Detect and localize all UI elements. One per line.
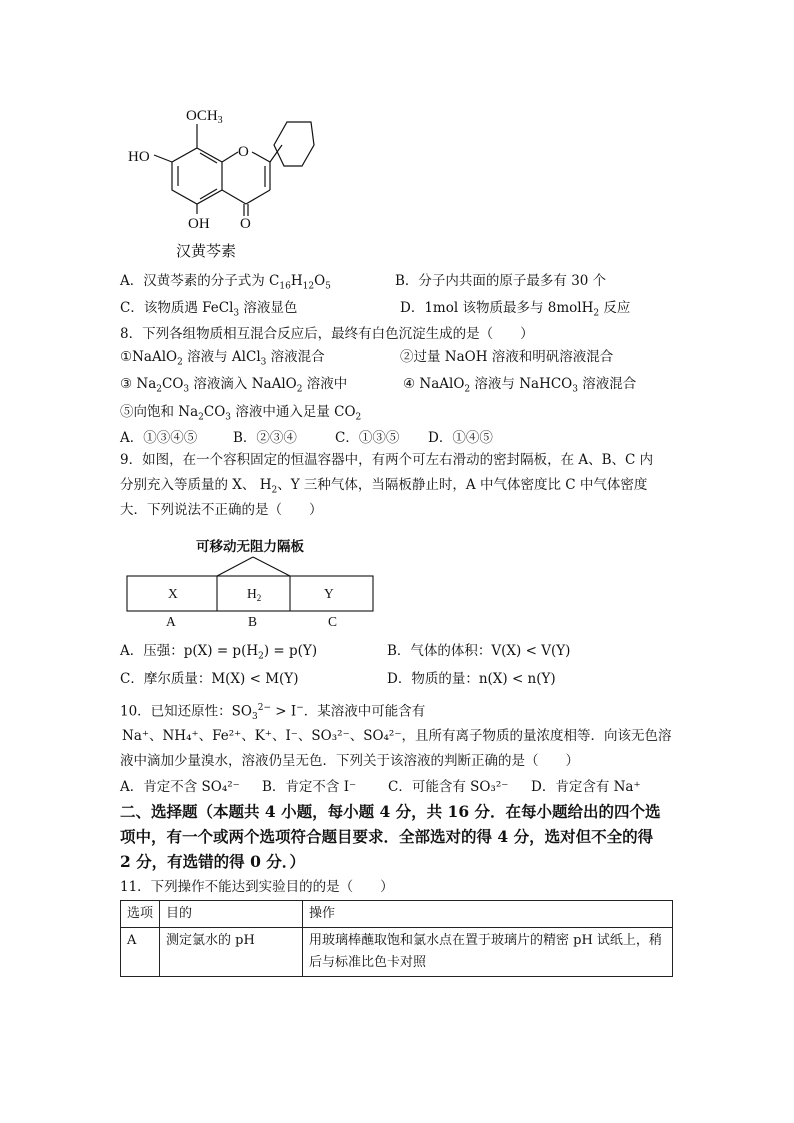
q8-choice-b: B．②③④ — [233, 430, 297, 446]
och3-label: $OCH_3$ — [186, 108, 223, 126]
q9-stem-line-3: 大．下列说法不正确的是（ ） — [120, 502, 323, 518]
container-diagram — [126, 538, 376, 633]
cell-y-label: Y — [324, 586, 334, 601]
q8-item-4: ④ NaAlO$_2$ 溶液与 NaHCO$_3$ 溶液混合 — [403, 376, 637, 395]
q9-stem-line-2: 分别充入等质量的 X、 $H_2$、Y 三种气体，当隔板静止时，A 中气体密度比 C 中气体密度 — [120, 477, 648, 496]
hydroxyl-label-bottom: OH — [188, 216, 210, 232]
q10-option-a: A．肯定不含 SO₄²⁻ — [120, 779, 240, 795]
q10-option-c: C．可能含有 SO₃²⁻ — [388, 779, 509, 795]
table-row — [121, 928, 673, 977]
q8-item-1: ①NaAlO$_2$ 溶液与 AlCl$_3$ 溶液混合 — [120, 349, 325, 368]
q7-option-c: C．该物质遇 FeCl$_3$ 溶液显色 — [120, 300, 298, 319]
q10-option-d: D．肯定含有 Na⁺ — [531, 779, 641, 795]
q8-stem: 8．下列各组物质相互混合反应后，最终有白色沉淀生成的是（ ） — [120, 326, 534, 342]
q9-stem-line-1: 9．如图，在一个容积固定的恒温容器中，有两个可左右滑动的密封隔板，在 A、B、C 内 — [120, 452, 654, 468]
section-2-line-2: 项中，有一个或两个选项符合题目要求．全部选对的得 4 分，选对但不全的得 — [120, 827, 654, 846]
q9-option-c: C．摩尔质量：M(X) < M(Y) — [120, 671, 299, 687]
header-operation: 操作 — [303, 901, 673, 928]
q8-item-3: ③ $Na_2CO_3$ 溶液滴入 NaAlO$_2$ 溶液中 — [120, 376, 348, 395]
q8-item-2: ②过量 NaOH 溶液和明矾溶液混合 — [400, 349, 614, 365]
q9-option-b: B．气体的体积：V(X) < V(Y) — [387, 643, 571, 659]
q8-choice-c: C．①③⑤ — [335, 430, 400, 446]
wogonin-structure — [122, 100, 322, 265]
row-a-purpose: 测定氯水的 pH — [160, 928, 303, 977]
q9-option-d: D．物质的量：n(X) < n(Y) — [387, 671, 556, 687]
q7-option-d: D．1mol 该物质最多与 8molH$_2$ 反应 — [400, 300, 631, 319]
q8-item-5: ⑤向饱和 $Na_2CO_3$ 溶液中通入足量 $CO_2$ — [120, 404, 362, 423]
chamber-c-label: C — [328, 614, 338, 629]
q10-stem: 10．已知还原性：$SO_3^{2-} > I^-$．某溶液中可能含有 — [120, 703, 426, 723]
row-a-option: A — [121, 928, 160, 977]
q9-option-a: A．压强：$p(X) = p(H_2) = p(Y)$ — [120, 643, 318, 662]
partition-title: 可移动无阻力隔板 — [196, 539, 304, 555]
q10-line-3: 液中滴加少量溴水，溶液仍呈无色．下列关于该溶液的判断正确的是（ ） — [120, 753, 579, 769]
section-2-line-1: 二、选择题（本题共 4 小题，每小题 4 分，共 16 分．在每小题给出的四个选 — [120, 802, 661, 821]
carbonyl-oxygen-label: O — [240, 216, 251, 232]
q10-ions-line: Na⁺、NH₄⁺、Fe²⁺、K⁺、I⁻、SO₃²⁻、SO₄²⁻，且所有离子物质的量浓度相等．向该无色溶 — [122, 728, 672, 744]
row-a-operation: 用玻璃棒蘸取饱和氯水点在置于玻璃片的精密 pH 试纸上，稍后与标准比色卡对照 — [303, 928, 673, 977]
cell-h2-label: $H_2$ — [247, 586, 262, 603]
q11-table — [120, 900, 673, 977]
header-purpose: 目的 — [160, 901, 303, 928]
header-option: 选项 — [121, 901, 160, 928]
chamber-a-label: A — [166, 614, 176, 629]
structure-caption: 汉黄芩素 — [176, 242, 237, 260]
q7-option-a: A．汉黄芩素的分子式为 $C_{16}H_{12}O_5$ — [120, 273, 331, 292]
hydroxyl-label-left: HO — [128, 149, 150, 165]
chamber-b-label: B — [248, 614, 258, 629]
q8-choice-a: A．①③④⑤ — [120, 430, 198, 446]
cell-x-label: X — [168, 586, 178, 601]
ring-oxygen-label: O — [238, 144, 249, 160]
q8-choice-d: D．①④⑤ — [428, 430, 493, 446]
q7-option-b: B．分子内共面的原子最多有 30 个 — [395, 273, 607, 289]
section-2-line-3: 2 分，有选错的得 0 分．） — [120, 852, 306, 871]
table-header-row — [121, 901, 673, 928]
q11-stem: 11．下列操作不能达到实验目的的是（ ） — [120, 879, 394, 895]
q10-option-b: B．肯定不含 I⁻ — [262, 779, 357, 795]
